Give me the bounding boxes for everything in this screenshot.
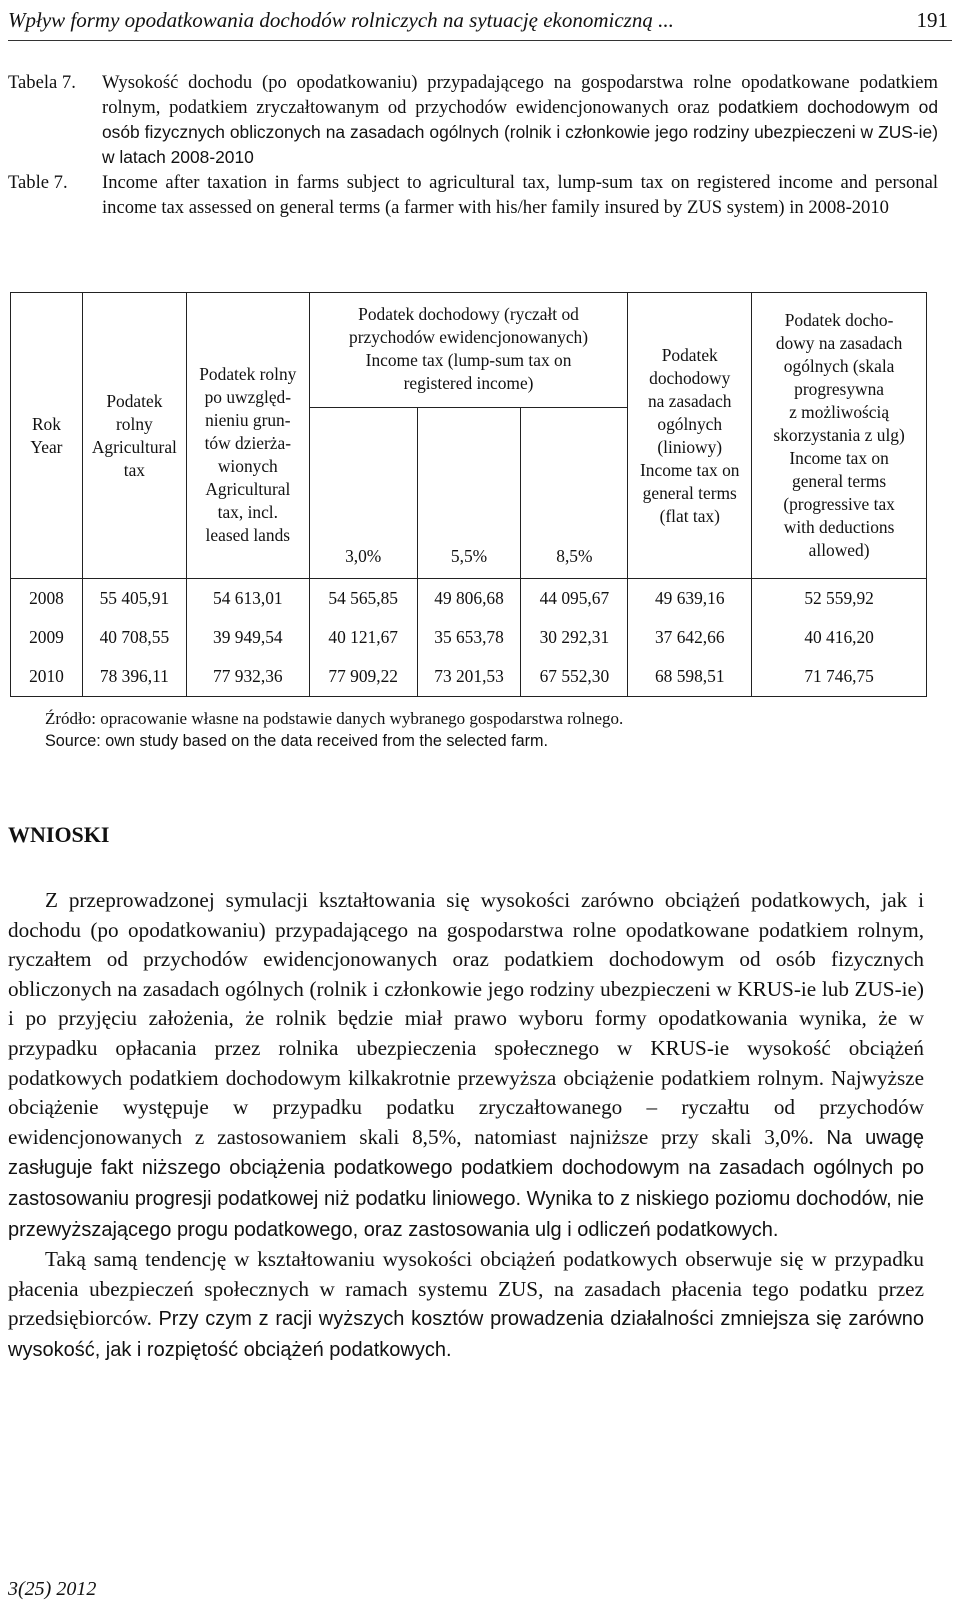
table-row — [11, 579, 927, 619]
cell-rate-8-5: 30 292,31 — [521, 618, 628, 657]
cell-agri: 55 405,91 — [82, 579, 186, 619]
header-rate-3-0: 3,0% — [309, 408, 417, 579]
cell-rate-3-0: 54 565,85 — [309, 579, 417, 619]
cell-flat: 49 639,16 — [628, 579, 752, 619]
paragraph-1-text-sans: Na uwagę zasługuje fakt niższego obciążenia podatkowego podatkiem dochodowym na zasadach ogólnych po zastosowaniu progresji podatkowej niż podatku liniowego. Wynika to z niskiego poziomu dochodów, nie przewyższającego progu podatkowego, oraz zastosowania ulg i odliczeń podatkowych. — [8, 1126, 925, 1241]
caption-pl-text-sans: podatkiem dochodowym od osób fizycznych obliczonych na zasadach ogólnych (rolnik i członkowie jego rodziny ubezpieczeni w ZUS-ie) w latach 2008-2010 — [102, 97, 938, 167]
table-caption — [8, 70, 938, 220]
table-source — [45, 708, 623, 752]
running-header — [8, 0, 952, 41]
caption-en-label: Table 7. — [8, 172, 68, 193]
cell-rate-3-0: 77 909,22 — [309, 657, 417, 697]
cell-agri: 78 396,11 — [82, 657, 186, 697]
cell-rate-5-5: 73 201,53 — [417, 657, 521, 697]
header-lump-sum-tax: Podatek dochodowy (ryczałt od przychodów ewidencjonowanych) Income tax (lump-sum tax on registered income) — [309, 293, 628, 408]
header-agricultural-tax-leased: Podatek rolny po uwzględ- nieniu grun- tów dzierża- wionych Agricultural tax, incl. leased lands — [186, 293, 309, 579]
header-year: Rok Year — [11, 293, 83, 579]
caption-en-text: Income after taxation in farms subject to agricultural tax, lump-sum tax on registered income and personal income tax assessed on general terms (a farmer with his/her family insured by ZUS system) in 2008-2010 — [102, 172, 938, 218]
cell-flat: 68 598,51 — [628, 657, 752, 697]
cell-progressive: 71 746,75 — [752, 657, 927, 697]
cell-rate-5-5: 35 653,78 — [417, 618, 521, 657]
running-title: Wpływ formy opodatkowania dochodów rolniczych na sytuację ekonomiczną ... — [8, 7, 674, 32]
cell-rate-3-0: 40 121,67 — [309, 618, 417, 657]
paragraph-1 — [8, 886, 924, 1245]
income-table — [10, 292, 927, 697]
cell-year: 2010 — [11, 657, 83, 697]
caption-en — [8, 170, 938, 220]
source-pl: Źródło: opracowanie własne na podstawie danych wybranego gospodarstwa rolnego. — [45, 709, 624, 728]
cell-progressive: 40 416,20 — [752, 618, 927, 657]
page-number: 191 — [916, 7, 948, 32]
cell-rate-8-5: 67 552,30 — [521, 657, 628, 697]
table-row — [11, 657, 927, 697]
paragraph-1-text: Z przeprowadzonej symulacji kształtowania się wysokości zarówno obciążeń podatkowych, jak i dochodu (po opodatkowaniu) przypadającego na gospodarstwa rolne opodatkowane podatkiem rolnym, ryczałtem od przychodów ewidencjonowanych oraz podatkiem dochodowym od osób fizycznych obliczonych na zasadach ogólnych (rolnik i członkowie jego rodziny ubezpieczeni w KRUS-ie lub ZUS-ie) i po przyjęciu założenia, że rolnik będzie miał prawo wyboru formy opodatkowania wynika, że w przypadku opłacania przez rolnika ubezpieczenia społecznego w KRUS-ie wysokość obciążeń podatkowych podatkiem dochodowym kilkakrotnie przewyższa obciążenie podatkiem rolnym. Najwyższe obciążenie występuje w przypadku podatku zryczałtowanego – ryczałtu od przychodów ewidencjonowanych z zastosowaniem skali 8,5%, natomiast najniższe przy skali 3,0%. — [8, 888, 924, 1149]
table-row — [11, 618, 927, 657]
cell-rate-5-5: 49 806,68 — [417, 579, 521, 619]
header-flat-tax: Podatek dochodowy na zasadach ogólnych (liniowy) Income tax on general terms (flat tax) — [628, 293, 752, 579]
cell-year: 2009 — [11, 618, 83, 657]
caption-pl-label: Tabela 7. — [8, 72, 76, 93]
caption-pl-text: Wysokość dochodu (po opodatkowaniu) przypadającego na gospodarstwa rolne opodatkowane podatkiem rolnym, podatkiem zryczałtowanym od przychodów ewidencjonowanych oraz — [102, 72, 938, 118]
header-progressive-tax: Podatek docho- dowy na zasadach ogólnych (skala progresywna z możliwością skorzystania z ulg) Income tax on general terms (progressive tax with deductions allowed) — [752, 293, 927, 579]
header-rate-5-5: 5,5% — [417, 408, 521, 579]
caption-pl — [8, 70, 938, 170]
cell-agri-leased: 39 949,54 — [186, 618, 309, 657]
cell-progressive: 52 559,92 — [752, 579, 927, 619]
paragraph-2 — [8, 1245, 924, 1365]
paragraph-2-text-sans: Przy czym z racji wyższych kosztów prowadzenia działalności zmniejsza się zarówno wysokość, jak i rozpiętość obciążeń podatkowych. — [8, 1308, 924, 1361]
issue-footer: 3(25) 2012 — [8, 1578, 97, 1600]
cell-agri: 40 708,55 — [82, 618, 186, 657]
cell-rate-8-5: 44 095,67 — [521, 579, 628, 619]
section-title: WNIOSKI — [8, 822, 110, 847]
conclusions-body — [8, 886, 924, 1366]
header-rate-8-5: 8,5% — [521, 408, 628, 579]
header-agricultural-tax: Podatek rolny Agricultural tax — [82, 293, 186, 579]
cell-agri-leased: 77 932,36 — [186, 657, 309, 697]
cell-flat: 37 642,66 — [628, 618, 752, 657]
cell-year: 2008 — [11, 579, 83, 619]
source-en: Source: own study based on the data received from the selected farm. — [45, 732, 548, 750]
paragraph-2-text: Taką samą tendencję w kształtowaniu wysokości obciążeń podatkowych obserwuje się w przypadku płacenia ubezpieczeń społecznych w ramach systemu ZUS, na zasadach płacenia tego podatku przez przedsiębiorców. — [8, 1247, 924, 1331]
cell-agri-leased: 54 613,01 — [186, 579, 309, 619]
